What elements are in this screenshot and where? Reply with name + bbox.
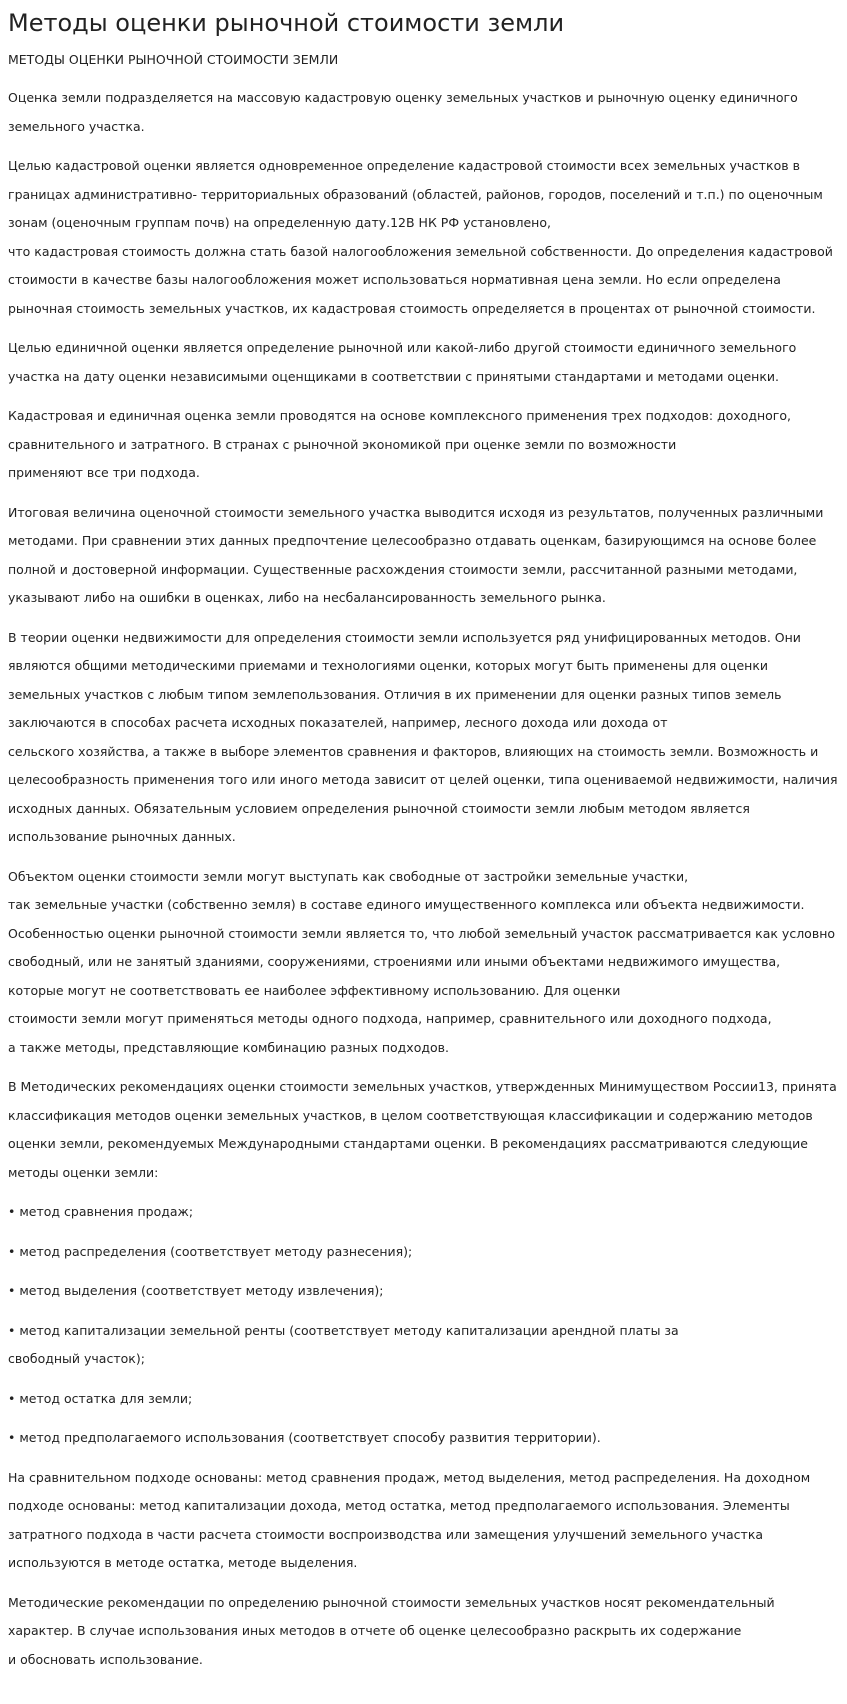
paragraph-approaches-basis: На сравнительном подходе основаны: метод сравнения продаж, метод выделения, метод распределения. На доходном подходе основаны: метод капитализации дохода, метод остатка, метод предполагаемого использования. Элементы затратного подхода в части расчета стоимости воспроизводства или замещения улучшений земельного участка используются в методе остатка, методе выделения. [8, 1469, 811, 1570]
list-item: • метод остатка для земли; [8, 1390, 193, 1406]
page-title: Методы оценки рыночной стоимости земли [8, 9, 565, 37]
paragraph-cadastral-goal: Целью кадастровой оценки является одновременное определение кадастровой стоимости всех земельных участков в границах административно- территориальных образований (областей, районов, городов, поселений и т.п.) по оценочным зонам (оценочным группам почв) на определенную дату.12В НК РФ установлено, что кадастровая стоимость должна стать базой налогообложения земельной собственности. До определения кадастровой стоимости в качестве базы налогообложения может использоваться нормативная цена земли. Но если определена рыночная стоимость земельных участков, их кадастровая стоимость определяется в процентах от рыночной стоимости. [8, 158, 833, 316]
list-item: • метод предполагаемого использования (соответствует способу развития территории). [8, 1430, 601, 1445]
article-body [8, 84, 839, 1674]
paragraph-recommendations: В Методических рекомендациях оценки стоимости земельных участков, утвержденных Минимуществом России13, принята классификация методов оценки земельных участков, в целом соответствующая классификации и содержанию методов оценки земли, рекомендуемых Международными стандартами оценки. В рекомендациях рассматриваются следующие методы оценки земли: [8, 1079, 837, 1180]
paragraph-three-approaches: Кадастровая и единичная оценка земли проводятся на основе комплексного применения трех подходов: доходного, сравнительного и затратного. В странах с рыночной экономикой при оценке земли по возможности применяют все три подхода. [8, 408, 791, 480]
list-item: • метод сравнения продаж; [8, 1204, 194, 1219]
paragraph-final-value: Итоговая величина оценочной стоимости земельного участка выводится исходя из результатов, полученных различными методами. При сравнении этих данных предпочтение целесообразно отдавать оценкам, базирующимся на основе более полной и достоверной информации. Существенные расхождения стоимости земли, рассчитанной разными методами, указывают либо на ошибки в оценках, либо на несбалансированность земельного рынка. [8, 504, 824, 605]
paragraph-single-goal: Целью единичной оценки является определение рыночной или какой-либо другой стоимости единичного земельного участка на дату оценки независимыми оценщиками в соответствии с принятыми стандартами и методами оценки. [8, 340, 797, 384]
article-subtitle: МЕТОДЫ ОЦЕНКИ РЫНОЧНОЙ СТОИМОСТИ ЗЕМЛИ [8, 52, 339, 67]
list-item: • метод распределения (соответствует методу разнесения); [8, 1243, 413, 1259]
paragraph-object-of-valuation: Объектом оценки стоимости земли могут выступать как свободные от застройки земельные участки, так земельные участки (собственно земля) в составе единого имущественного комплекса или объекта недвижимости. Особенностью оценки рыночной стоимости земли является то, что любой земельный участок рассматривается как условно свободный, или не занятый зданиями, сооружениями, строениями или иными объектами недвижимого имущества, которые могут не соответствовать ее наиболее эффективному использованию. Для оценки стоимости земли могут применяться методы одного подхода, например, сравнительного или доходного подхода, а также методы, представляющие комбинацию разных подходов. [8, 868, 836, 1055]
list-item: • метод капитализации земельной ренты (соответствует методу капитализации арендной платы за свободный участок); [8, 1322, 679, 1366]
paragraph-unified-methods: В теории оценки недвижимости для определения стоимости земли используется ряд унифицированных методов. Они являются общими методическими приемами и технологиями оценки, которых могут быть применены для оценки земельных участков с любым типом землепользования. Отличия в их применении для оценки разных типов земель заключаются в способах расчета исходных показателей, например, лесного дохода или дохода от сельского хозяйства, а также в выборе элементов сравнения и факторов, влияющих на стоимость земли. Возможность и целесообразность применения того или иного метода зависит от целей оценки, типа оцениваемой недвижимости, наличия исходных данных. Обязательным условием определения рыночной стоимости земли любым методом является использование рыночных данных. [8, 629, 838, 844]
paragraph-conclusion: Методические рекомендации по определению рыночной стоимости земельных участков носят рекомендательный характер. В случае использования иных методов в отчете об оценке целесообразно раскрыть их содержание и обосновать использование. [8, 1594, 775, 1667]
list-item: • метод выделения (соответствует методу извлечения); [8, 1283, 384, 1298]
paragraph-intro: Оценка земли подразделяется на массовую кадастровую оценку земельных участков и рыночную оценку единичного земельного участка. [8, 90, 798, 134]
